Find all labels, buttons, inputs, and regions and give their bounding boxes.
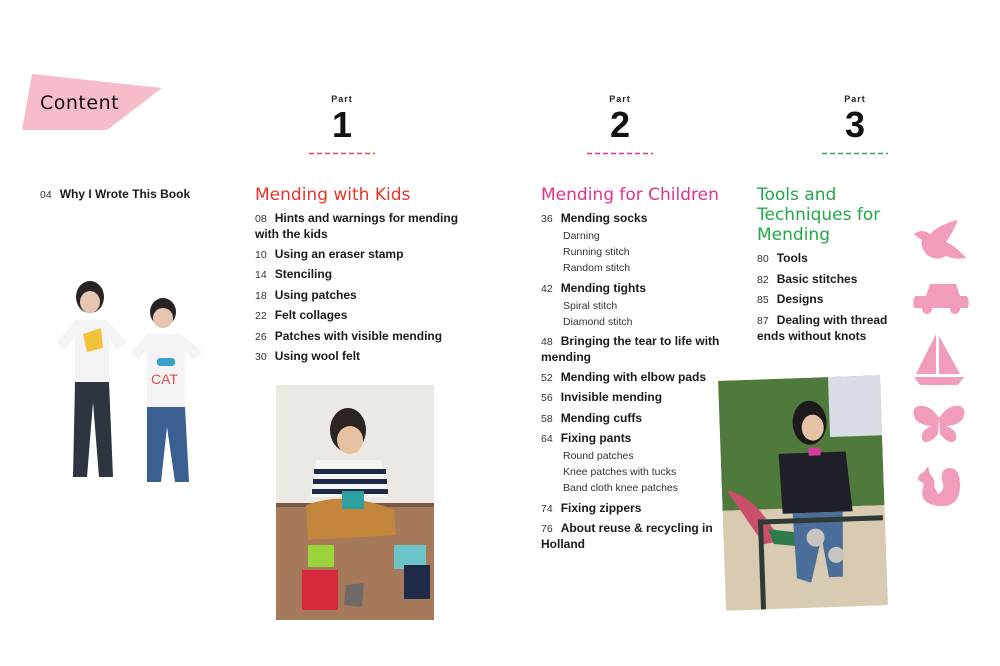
- toc-subitem[interactable]: Random stitch: [563, 262, 631, 274]
- toc-item[interactable]: 36 Mending socks Darning Running stitch Random stitch: [541, 211, 721, 276]
- toc-item[interactable]: 10 Using an eraser stamp: [255, 246, 404, 261]
- toc-item[interactable]: 82 Basic stitches: [757, 271, 858, 286]
- toc-subitem[interactable]: Running stitch: [563, 246, 630, 258]
- toc-item[interactable]: 42 Mending tights Spiral stitch Diamond stitch: [541, 281, 721, 330]
- toc-item[interactable]: 30 Using wool felt: [255, 349, 361, 363]
- decorative-icons-column: [912, 220, 972, 528]
- toc-item[interactable]: 64 Fixing pants Round patches Knee patches with tucks Band cloth knee patches: [541, 431, 721, 496]
- toc-item[interactable]: 08 Hints and warnings for mending with the kids: [255, 211, 459, 241]
- toc-item[interactable]: 52 Mending with elbow pads: [541, 369, 707, 384]
- toc-item[interactable]: 74 Fixing zippers: [541, 500, 642, 515]
- content-title: Content: [40, 92, 120, 114]
- toc-intro-item[interactable]: 04 Why I Wrote This Book: [40, 187, 191, 201]
- part-2-header: Part 2: [580, 94, 660, 155]
- toc-item[interactable]: 87 Dealing with thread ends without knots: [757, 312, 888, 343]
- sailboat-icon: [912, 334, 966, 386]
- section-title: Mending with Kids: [255, 185, 411, 205]
- toc-item[interactable]: 76 About reuse & recycling in Holland: [541, 521, 713, 551]
- part-3-header: Part 3: [815, 94, 895, 155]
- section-title: Mending for Children: [541, 185, 719, 205]
- toc-subitem[interactable]: Band cloth knee patches: [563, 482, 678, 494]
- content-heading-tag: [22, 74, 162, 130]
- toc-subitem[interactable]: Darning: [563, 230, 600, 242]
- bird-icon: [912, 220, 968, 264]
- toc-subitem[interactable]: Knee patches with tucks: [563, 466, 677, 478]
- toc-subitem[interactable]: Round patches: [563, 450, 634, 462]
- toc-item[interactable]: 56 Invisible mending: [541, 390, 663, 404]
- butterfly-icon: [912, 404, 966, 444]
- photo-kids-standing: [35, 272, 220, 497]
- photo-boy-felt-collage: [276, 385, 434, 620]
- car-icon: [912, 282, 970, 316]
- toc-item[interactable]: 14 Stenciling: [255, 267, 333, 281]
- toc-item[interactable]: 22 Felt collages: [255, 308, 348, 322]
- dash-divider: [587, 152, 653, 155]
- toc-item[interactable]: 48 Bringing the tear to life with mending: [541, 334, 720, 364]
- toc-item[interactable]: 80 Tools: [757, 251, 808, 265]
- section-mending-for-children: [541, 185, 721, 557]
- squirrel-icon: [912, 462, 962, 510]
- svg-text:CAT: CAT: [151, 371, 178, 387]
- toc-item[interactable]: 18 Using patches: [255, 287, 357, 302]
- toc-item[interactable]: 58 Mending cuffs: [541, 410, 643, 425]
- section-title: Tools and Techniques for Mending: [757, 185, 881, 245]
- toc-subitem[interactable]: Diamond stitch: [563, 315, 633, 328]
- toc-item[interactable]: 26 Patches with visible mending: [255, 328, 443, 343]
- toc-subitem[interactable]: Spiral stitch: [563, 299, 618, 312]
- part-1-header: Part 1: [302, 94, 382, 155]
- toc-item[interactable]: 85 Designs: [757, 292, 824, 306]
- section-tools-and-techniques: [757, 185, 907, 348]
- dash-divider: [822, 152, 888, 155]
- photo-girl-playground: [718, 375, 888, 611]
- dash-divider: [309, 152, 375, 155]
- section-mending-with-kids: [255, 185, 480, 370]
